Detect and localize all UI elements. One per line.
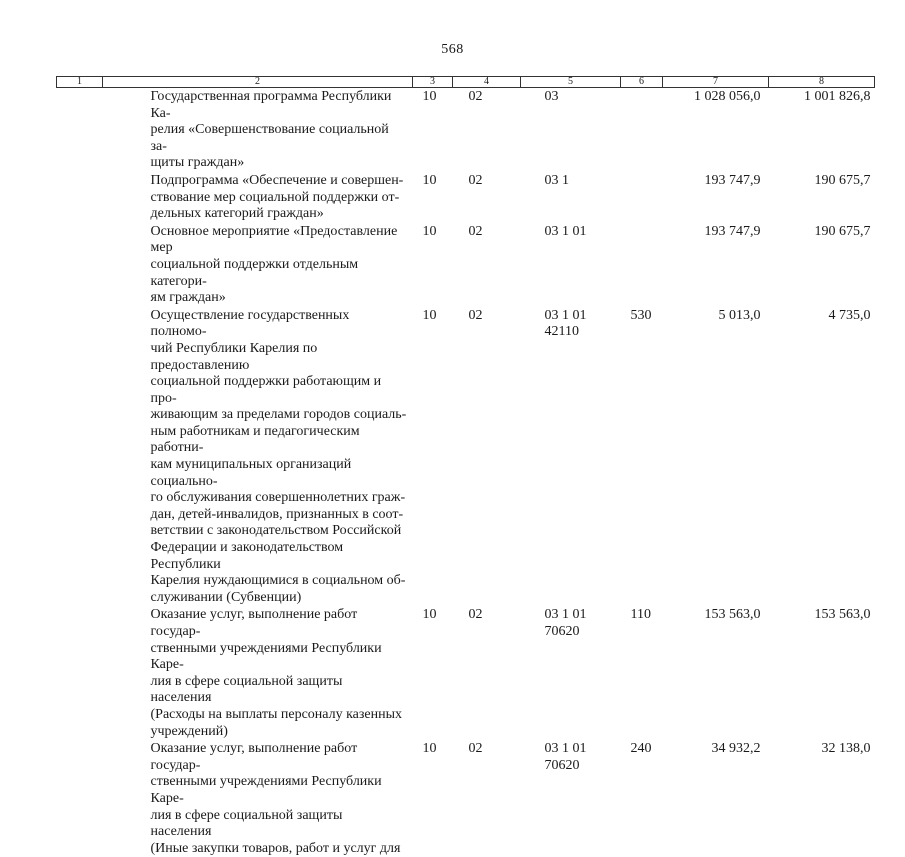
expense-type-code: 530 (621, 307, 663, 607)
table-body (57, 88, 875, 857)
table-header (57, 77, 875, 88)
amount-approved: 193 747,9 (663, 223, 769, 307)
header-cell-1: 1 (57, 77, 103, 88)
description-line: щиты граждан» (151, 155, 407, 172)
target-article-code: 03 (521, 88, 621, 172)
subsection-code: 02 (453, 88, 521, 172)
row-number-cell (57, 223, 103, 307)
amount-approved: 193 747,9 (663, 172, 769, 223)
header-cell-2: 2 (103, 77, 413, 88)
description-line: (Иные закупки товаров, работ и услуг для (151, 841, 407, 857)
expense-type-code (621, 88, 663, 172)
amount-approved: 153 563,0 (663, 606, 769, 740)
description-line: лия в сфере социальной защиты населения (151, 674, 407, 707)
table-row (57, 88, 875, 172)
expense-type-code (621, 172, 663, 223)
header-cell-8: 8 (769, 77, 875, 88)
section-code: 10 (413, 307, 453, 607)
amount-executed: 32 138,0 (769, 740, 875, 857)
subsection-code: 02 (453, 223, 521, 307)
expense-type-code: 240 (621, 740, 663, 857)
description-line: живающим за пределами городов социаль- (151, 407, 407, 424)
description-line: кам муниципальных организаций социально- (151, 457, 407, 490)
amount-executed: 1 001 826,8 (769, 88, 875, 172)
amount-executed: 4 735,0 (769, 307, 875, 607)
target-article-code: 03 1 01 70620 (521, 740, 621, 857)
description-line: Оказание услуг, выполнение работ государ- (151, 607, 407, 640)
budget-table (56, 76, 874, 857)
section-code: 10 (413, 606, 453, 740)
target-article-code: 03 1 01 (521, 223, 621, 307)
amount-executed: 153 563,0 (769, 606, 875, 740)
description-line: го обслуживания совершеннолетних граж- (151, 490, 407, 507)
description-line: учреждений) (151, 724, 407, 741)
table-row (57, 223, 875, 307)
section-code: 10 (413, 223, 453, 307)
header-cell-7: 7 (663, 77, 769, 88)
description-line: Оказание услуг, выполнение работ государ- (151, 741, 407, 774)
header-cell-6: 6 (621, 77, 663, 88)
target-article-code: 03 1 01 42110 (521, 307, 621, 607)
header-cell-4: 4 (453, 77, 521, 88)
row-number-cell (57, 606, 103, 740)
page-number: 568 (0, 42, 905, 58)
target-article-code: 03 1 01 70620 (521, 606, 621, 740)
section-code: 10 (413, 172, 453, 223)
expense-type-code (621, 223, 663, 307)
description-line: ям граждан» (151, 290, 407, 307)
header-cell-5: 5 (521, 77, 621, 88)
row-description (103, 740, 413, 857)
row-description (103, 606, 413, 740)
header-cell-3: 3 (413, 77, 453, 88)
budget-table-grid (56, 76, 875, 857)
subsection-code: 02 (453, 740, 521, 857)
description-line: Государственная программа Республики Ка- (151, 89, 407, 122)
table-row (57, 307, 875, 607)
row-description (103, 172, 413, 223)
row-number-cell (57, 88, 103, 172)
row-description (103, 223, 413, 307)
description-line: ственными учреждениями Республики Каре- (151, 641, 407, 674)
description-line: Основное мероприятие «Предоставление мер (151, 224, 407, 257)
row-number-cell (57, 307, 103, 607)
subsection-code: 02 (453, 172, 521, 223)
description-line: дан, детей-инвалидов, признанных в соот- (151, 507, 407, 524)
description-line: ветствии с законодательством Российской (151, 523, 407, 540)
description-line: социальной поддержки работающим и про- (151, 374, 407, 407)
description-line: релия «Совершенствование социальной за- (151, 122, 407, 155)
target-article-code: 03 1 (521, 172, 621, 223)
row-description (103, 88, 413, 172)
description-line: чий Республики Карелия по предоставлению (151, 341, 407, 374)
amount-approved: 34 932,2 (663, 740, 769, 857)
section-code: 10 (413, 740, 453, 857)
row-description (103, 307, 413, 607)
description-line: Федерации и законодательством Республики (151, 540, 407, 573)
amount-approved: 5 013,0 (663, 307, 769, 607)
amount-approved: 1 028 056,0 (663, 88, 769, 172)
header-row (57, 77, 875, 88)
description-line: (Расходы на выплаты персоналу казенных (151, 707, 407, 724)
row-number-cell (57, 740, 103, 857)
description-line: служивании (Субвенции) (151, 590, 407, 607)
amount-executed: 190 675,7 (769, 172, 875, 223)
description-line: ствование мер социальной поддержки от- (151, 190, 407, 207)
subsection-code: 02 (453, 606, 521, 740)
description-line: Осуществление государственных полномо- (151, 308, 407, 341)
amount-executed: 190 675,7 (769, 223, 875, 307)
table-row (57, 606, 875, 740)
description-line: Карелия нуждающимися в социальном об- (151, 573, 407, 590)
section-code: 10 (413, 88, 453, 172)
description-line: ственными учреждениями Республики Каре- (151, 774, 407, 807)
description-line: лия в сфере социальной защиты населения (151, 808, 407, 841)
description-line: ным работникам и педагогическим работни- (151, 424, 407, 457)
description-line: социальной поддержки отдельным категори- (151, 257, 407, 290)
description-line: дельных категорий граждан» (151, 206, 407, 223)
row-number-cell (57, 172, 103, 223)
table-row (57, 172, 875, 223)
expense-type-code: 110 (621, 606, 663, 740)
subsection-code: 02 (453, 307, 521, 607)
description-line: Подпрограмма «Обеспечение и совершен- (151, 173, 407, 190)
table-row (57, 740, 875, 857)
